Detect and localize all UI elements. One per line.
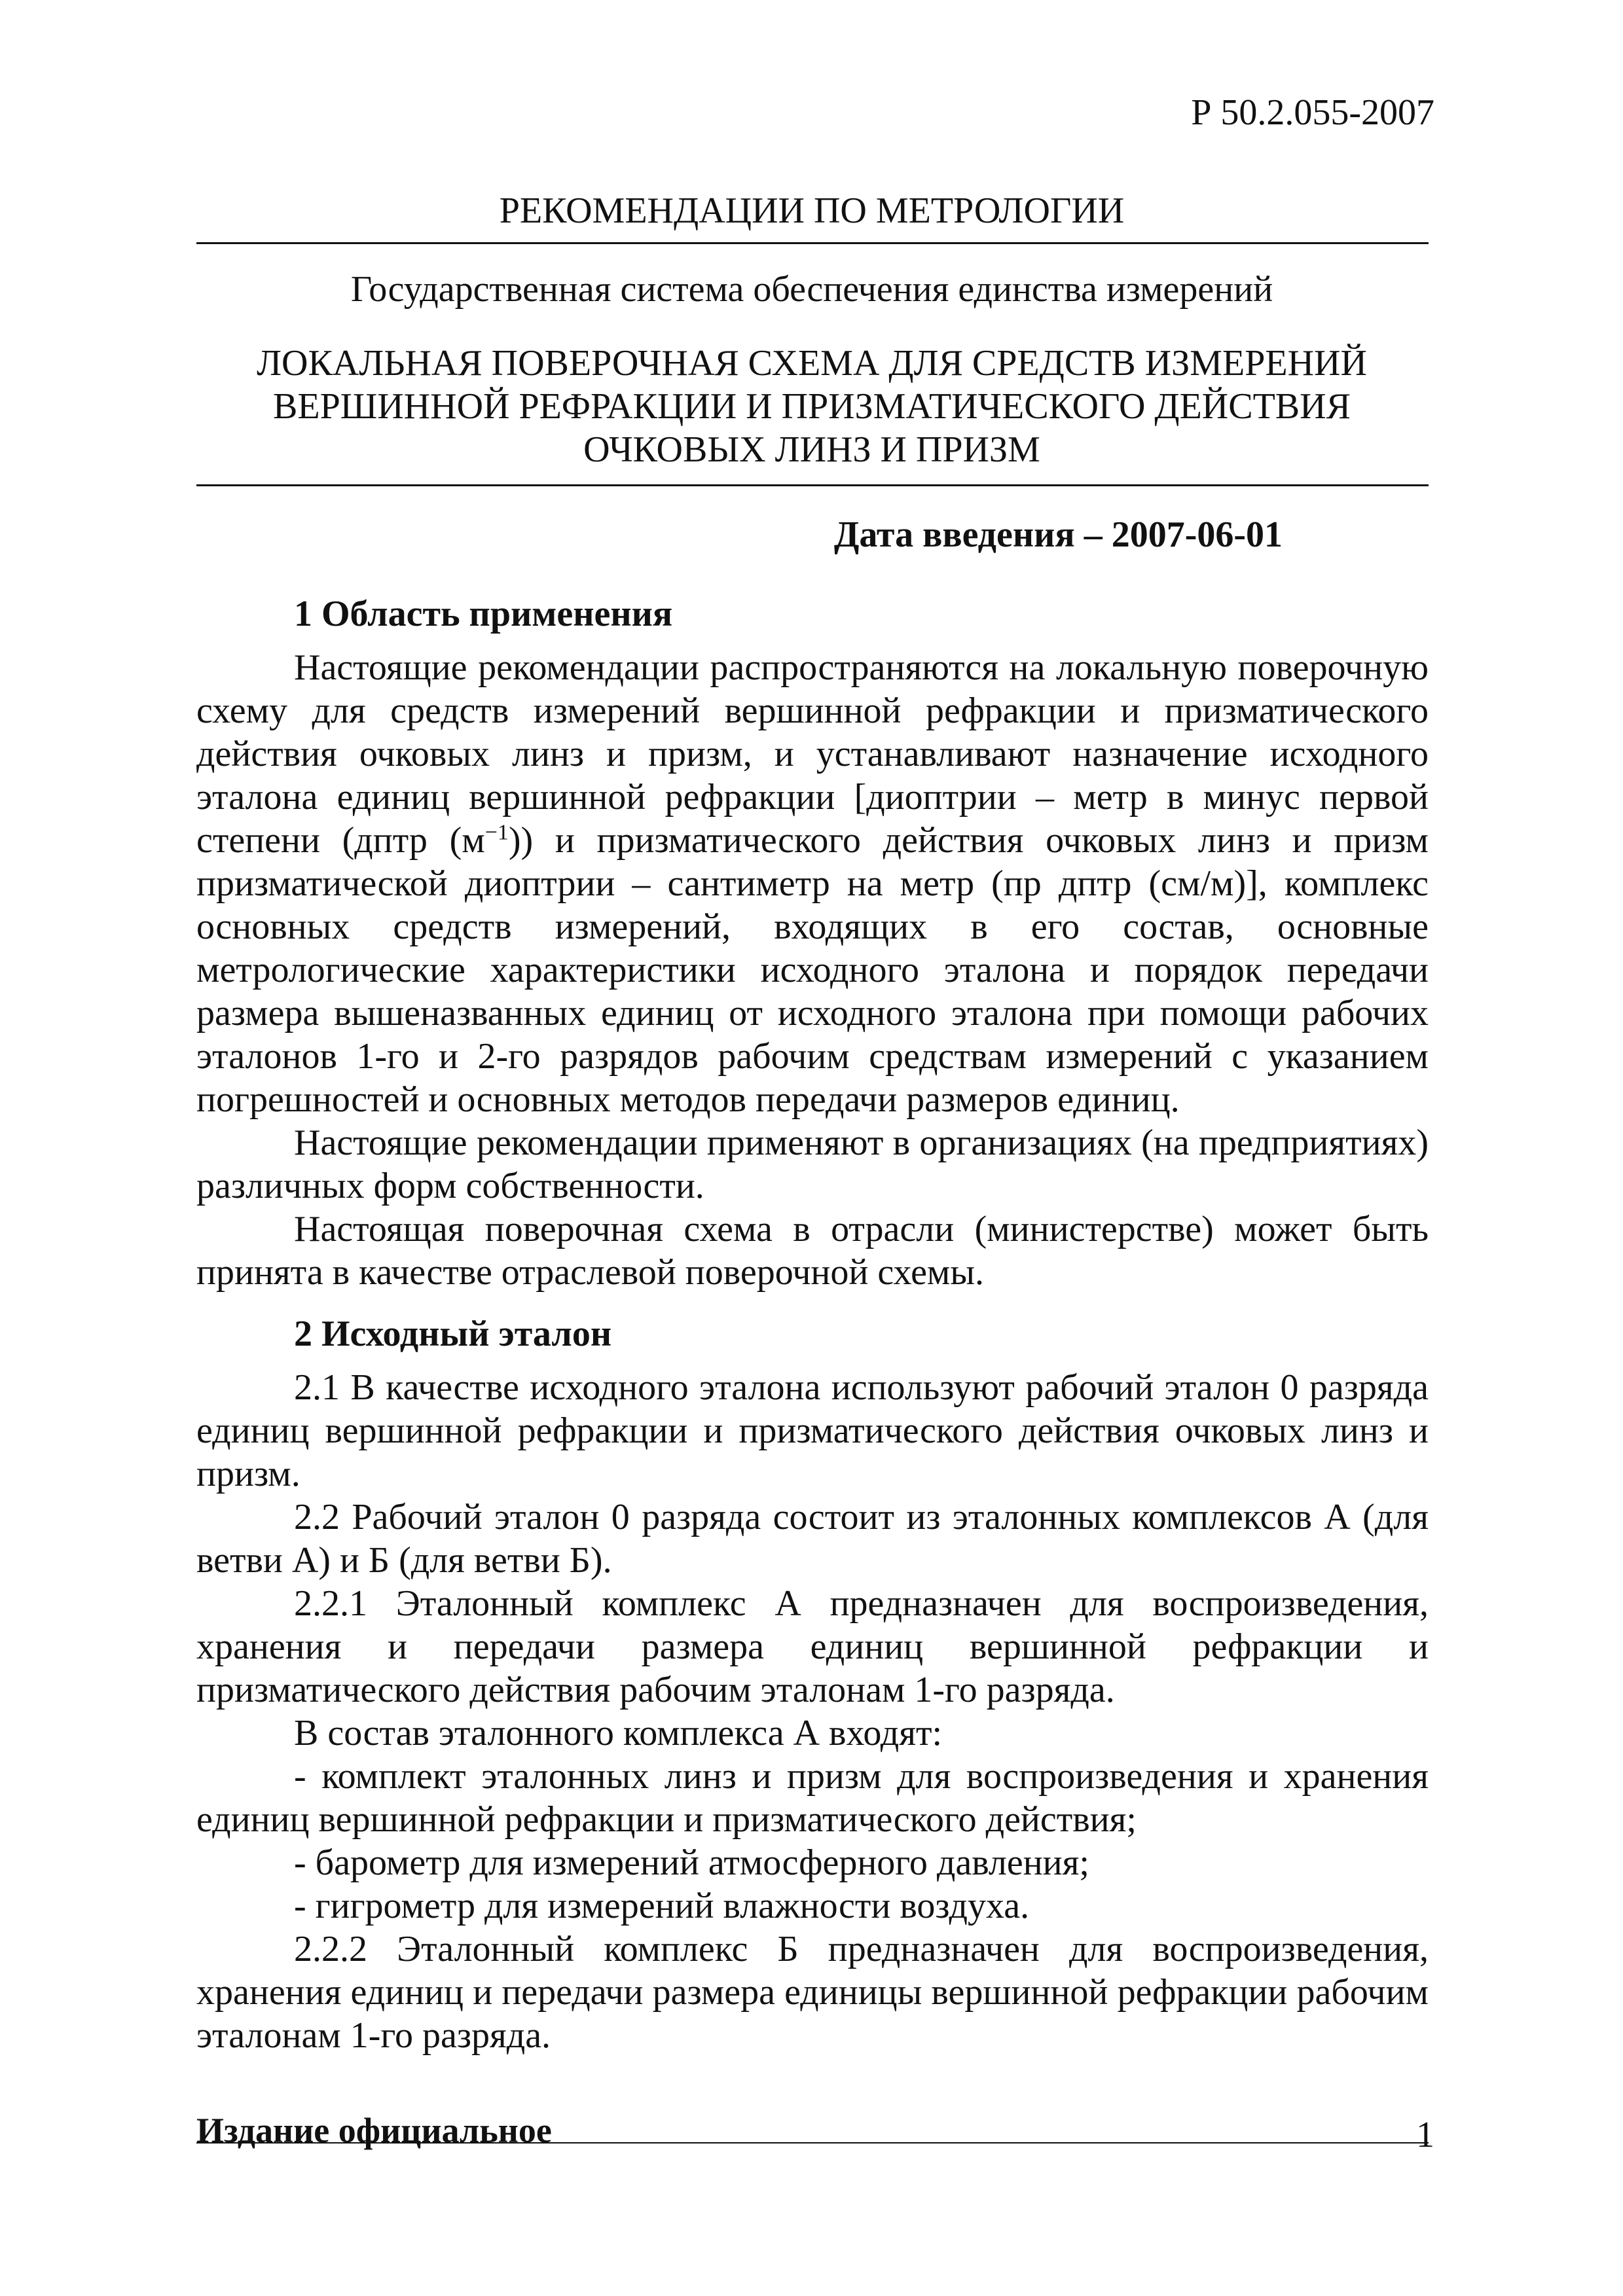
introduction-date: Дата введения – 2007-06-01 xyxy=(833,514,1283,555)
s1-p1-superscript: −1 xyxy=(484,820,509,845)
list-item-2: - барометр для измерений атмосферного давления; xyxy=(294,1842,1089,1883)
list-item-3: - гигрометр для измерений влажности воздуха. xyxy=(294,1886,1030,1926)
list-item-1: - комплект эталонных линз и призм для воспроизведения и хранения единиц вершинной рефракции и призматического действия; xyxy=(196,1756,1429,1840)
document-body xyxy=(196,592,1429,2057)
s1-p1-text-a: Настоящие рекомендации распространяются на локальную поверочную схему для средств измерений вершинной рефракции и призматического действия очковых линз и призм, и устанавливают назначение исходного эталона единиц вершинной рефракции [диоптрии – метр в минус первой степени (дптр (м xyxy=(196,647,1429,861)
s1-p1-text-b: )) и призматического действия очковых линз и призм призматической диоптрии – сантиметр на метр (пр дптр (см/м)], комплекс основных средств измерений, входящих в его состав, основные метрологические характеристики исходного эталона и порядок передачи размера вышеназванных единиц от исходного эталона при помощи рабочих эталонов 1-го и 2-го разрядов рабочим средствам измерений с указанием погрешностей и основных методов передачи размеров единиц. xyxy=(196,820,1429,1120)
clause-2-2-1-list-intro: В состав эталонного комплекса А входят: xyxy=(294,1713,943,1753)
clause-2-2-1: 2.2.1 Эталонный комплекс А предназначен для воспроизведения, хранения и передачи размера единиц вершинной рефракции и призматического действия рабочим эталонам 1-го разряда. xyxy=(196,1583,1429,1710)
title-line-2: ВЕРШИННОЙ РЕФРАКЦИИ И ПРИЗМАТИЧЕСКОГО ДЕЙСТВИЯ xyxy=(273,386,1351,427)
section-1-paragraph-1 xyxy=(196,646,1429,1121)
document-number: Р 50.2.055-2007 xyxy=(1191,92,1434,133)
section-1-heading: 1 Область применения xyxy=(294,594,673,634)
section-1-paragraph-2: Настоящие рекомендации применяют в организациях (на предприятиях) различных форм собственности. xyxy=(196,1122,1429,1206)
clause-2-1: 2.1 В качестве исходного эталона используют рабочий эталон 0 разряда единиц вершинной рефракции и призматического действия очковых линз и призм. xyxy=(196,1367,1429,1494)
clause-2-2-2: 2.2.2 Эталонный комплекс Б предназначен для воспроизведения, хранения единиц и передачи размера единицы вершинной рефракции рабочим эталонам 1-го разряда. xyxy=(196,1929,1429,2056)
section-2-heading: 2 Исходный эталон xyxy=(294,1314,612,1354)
clause-2-2: 2.2 Рабочий эталон 0 разряда состоит из эталонных комплексов А (для ветви А) и Б (для ветви Б). xyxy=(196,1497,1429,1581)
recommendations-heading: РЕКОМЕНДАЦИИ ПО МЕТРОЛОГИИ xyxy=(499,190,1125,231)
system-subtitle: Государственная система обеспечения единства измерений xyxy=(350,269,1273,310)
document-title xyxy=(196,342,1427,471)
header-rule-bottom xyxy=(196,484,1429,486)
title-line-3: ОЧКОВЫХ ЛИНЗ И ПРИЗМ xyxy=(583,429,1040,470)
title-line-1: ЛОКАЛЬНАЯ ПОВЕРОЧНАЯ СХЕМА ДЛЯ СРЕДСТВ ИЗМЕРЕНИЙ xyxy=(257,343,1367,384)
section-1-paragraph-3: Настоящая поверочная схема в отрасли (министерстве) может быть принята в качестве отраслевой поверочной схемы. xyxy=(196,1209,1429,1293)
header-rule-top xyxy=(196,242,1429,244)
page-number: 1 xyxy=(1416,2115,1434,2155)
official-edition-label: Издание официальное xyxy=(196,2111,552,2150)
